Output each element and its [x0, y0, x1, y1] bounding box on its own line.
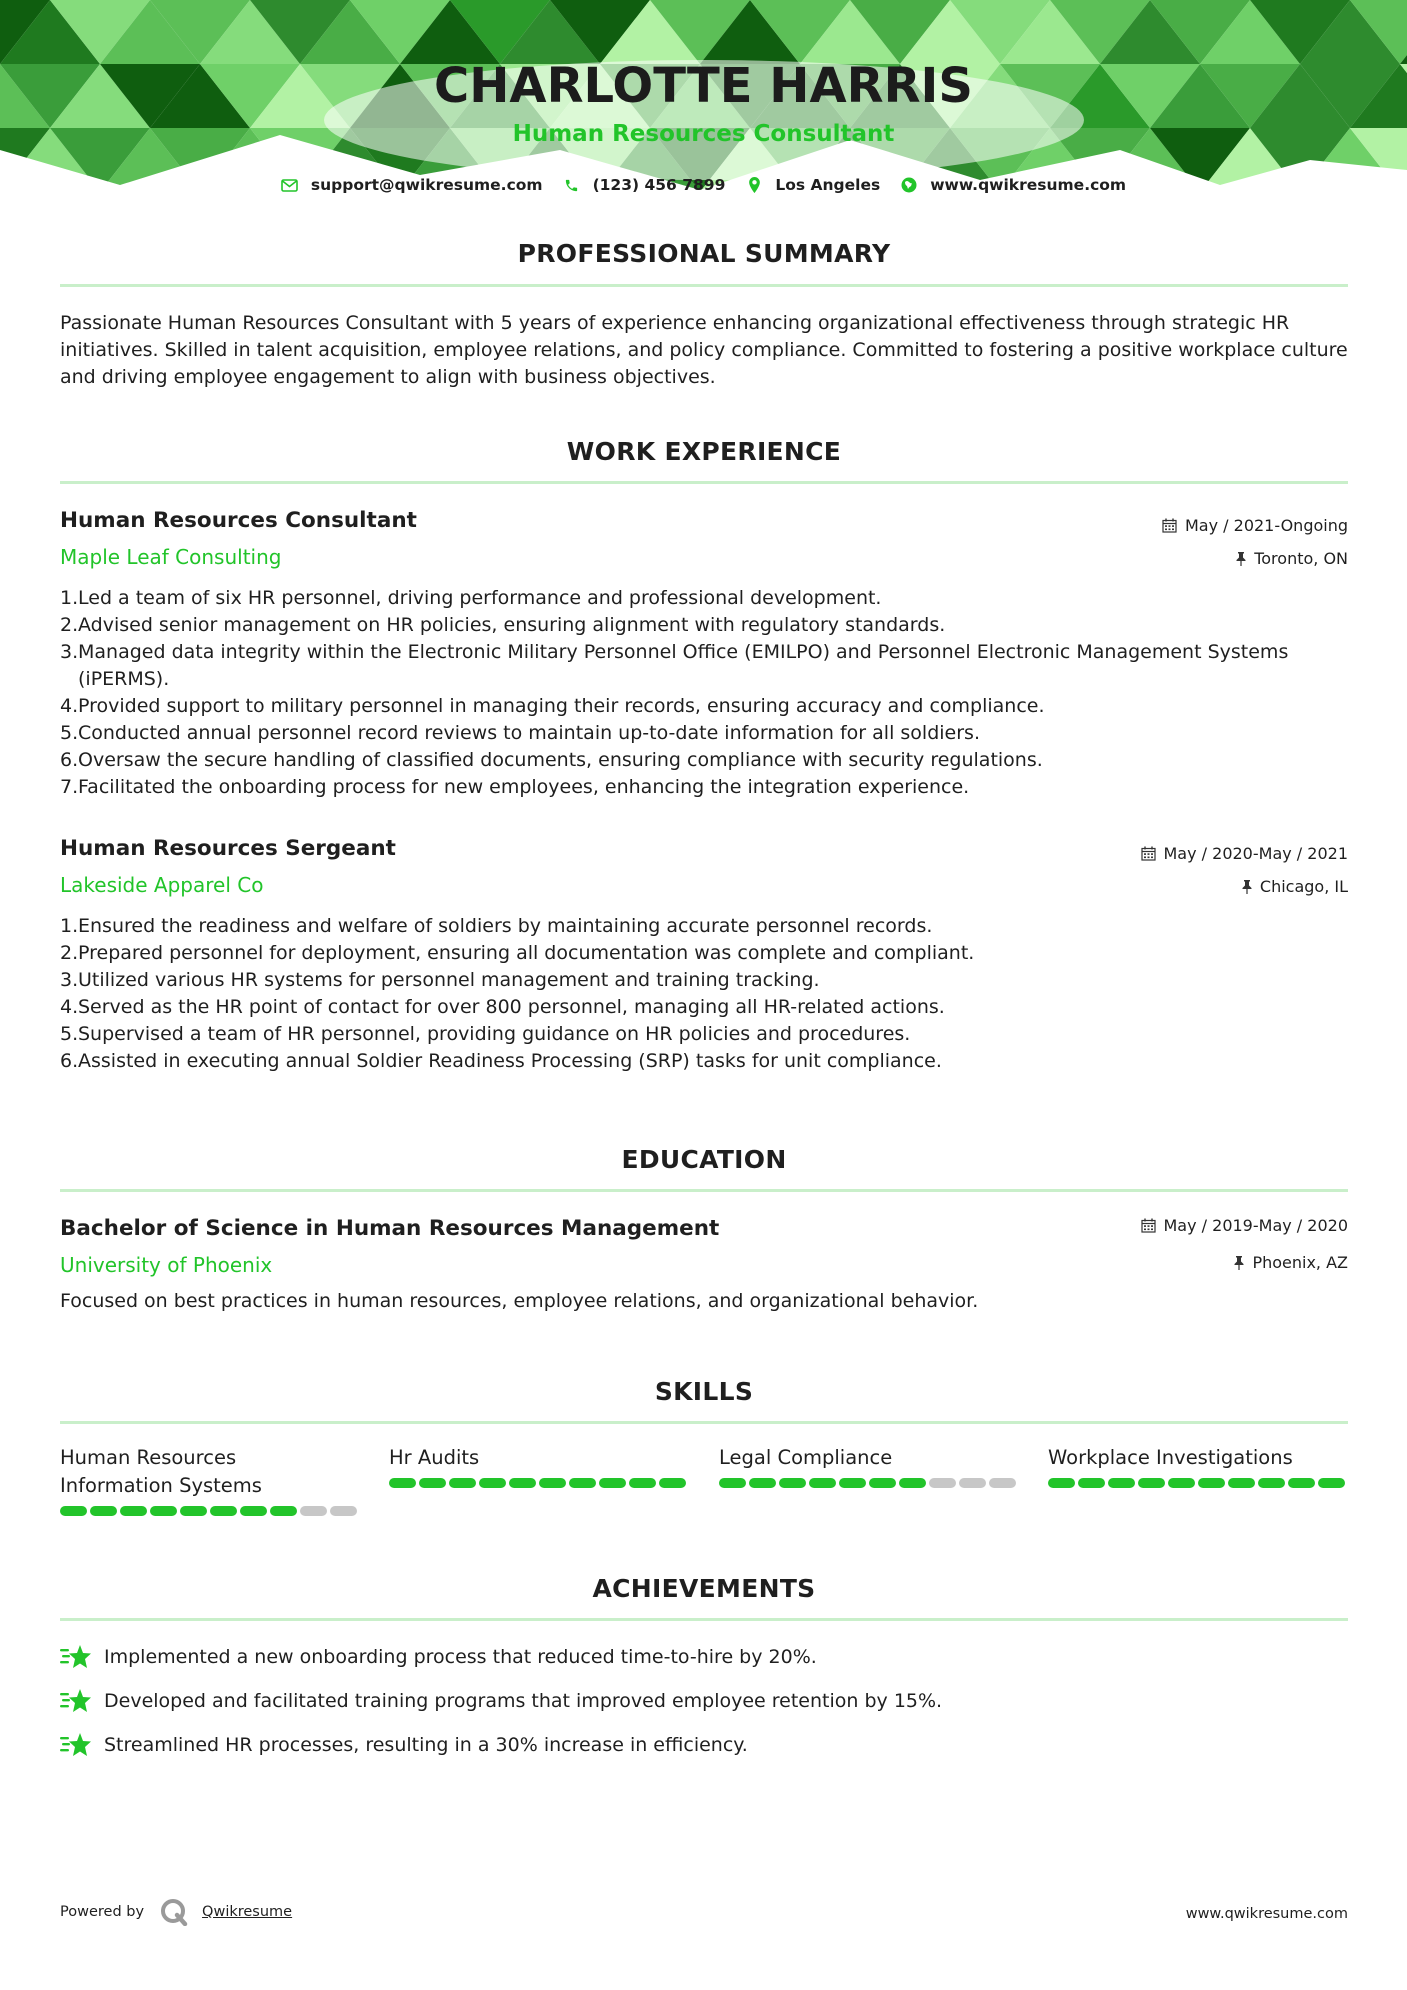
skill-level-segment	[749, 1478, 776, 1488]
education-dates-text: May / 2019-May / 2020	[1163, 1216, 1348, 1235]
skill-item	[389, 1444, 689, 1488]
achievement-item	[60, 1731, 748, 1759]
duty-number: 1.	[60, 587, 79, 609]
duty-item	[60, 720, 1348, 747]
skill-level-segment	[869, 1478, 896, 1488]
experience-section-title: WORK EXPERIENCE	[566, 437, 842, 466]
star-icon	[60, 1731, 92, 1759]
duty-text: Led a team of six HR personnel, driving performance and professional development.	[78, 587, 882, 609]
skill-level-segment	[719, 1478, 746, 1488]
achievements-divider	[60, 1618, 1348, 1621]
skill-level-segment	[509, 1478, 536, 1488]
duty-text: Ensured the readiness and welfare of soldiers by maintaining accurate personnel records.	[78, 915, 933, 937]
skill-level-segment	[1168, 1478, 1195, 1488]
contact-website-text: www.qwikresume.com	[930, 176, 1127, 194]
education-location	[1234, 1253, 1348, 1272]
skill-level-segment	[1078, 1478, 1105, 1488]
skill-level-segment	[809, 1478, 836, 1488]
calendar-icon	[1141, 846, 1156, 861]
job-dates-text: May / 2020-May / 2021	[1163, 844, 1348, 863]
skill-level-segment	[389, 1478, 416, 1488]
duty-text: Facilitated the onboarding process for new employees, enhancing the integration experience.	[78, 776, 970, 798]
skill-level-segment	[959, 1478, 986, 1488]
achievement-text: Streamlined HR processes, resulting in a 30% increase in efficiency.	[104, 1734, 748, 1756]
job-location	[1236, 549, 1348, 568]
skill-item	[60, 1444, 360, 1516]
skill-level-segment	[779, 1478, 806, 1488]
duty-number: 5.	[60, 722, 79, 744]
skill-level-segment	[1288, 1478, 1315, 1488]
candidate-role: Human Resources Consultant	[512, 121, 895, 147]
skill-level-segment	[629, 1478, 656, 1488]
duty-number: 4.	[60, 996, 79, 1018]
education-location-text: Phoenix, AZ	[1252, 1253, 1348, 1272]
duty-number: 2.	[60, 942, 79, 964]
skill-level-segment	[240, 1506, 267, 1516]
duty-item	[60, 774, 1348, 801]
summary-divider	[60, 284, 1348, 287]
job-company: Lakeside Apparel Co	[60, 873, 264, 897]
contact-location-text: Los Angeles	[775, 176, 881, 194]
duty-number: 1.	[60, 915, 79, 937]
achievements-section-title: ACHIEVEMENTS	[592, 1574, 816, 1603]
star-icon	[60, 1687, 92, 1715]
skill-level-bar	[389, 1478, 689, 1488]
duty-text: Assisted in executing annual Soldier Readiness Processing (SRP) tasks for unit compliance.	[78, 1050, 942, 1072]
education-divider	[60, 1189, 1348, 1192]
duty-text: Managed data integrity within the Electronic Military Personnel Office (EMILPO) and Personnel Electronic Management Systems (iPERMS).	[78, 641, 1289, 690]
skill-level-segment	[210, 1506, 237, 1516]
map-pin-icon	[745, 176, 763, 194]
envelope-icon	[281, 176, 299, 194]
duty-item	[60, 1048, 1348, 1075]
skill-name: Workplace Investigations	[1048, 1446, 1293, 1469]
skill-level-segment	[1258, 1478, 1285, 1488]
skill-level-segment	[479, 1478, 506, 1488]
skill-level-segment	[659, 1478, 686, 1488]
skill-item	[719, 1444, 1019, 1488]
skill-level-segment	[150, 1506, 177, 1516]
skill-level-segment	[449, 1478, 476, 1488]
skill-level-segment	[899, 1478, 926, 1488]
duty-text: Served as the HR point of contact for over 800 personnel, managing all HR-related actions.	[78, 996, 945, 1018]
contact-location	[745, 176, 880, 194]
pushpin-icon	[1234, 1256, 1244, 1270]
pushpin-icon	[1242, 880, 1252, 894]
calendar-icon	[1141, 1218, 1156, 1233]
skill-level-bar	[60, 1506, 360, 1516]
skill-level-segment	[839, 1478, 866, 1488]
duty-number: 5.	[60, 1023, 79, 1045]
skill-level-segment	[419, 1478, 446, 1488]
skill-level-segment	[180, 1506, 207, 1516]
skill-level-segment	[60, 1506, 87, 1516]
job-company: Maple Leaf Consulting	[60, 545, 282, 569]
summary-section-title: PROFESSIONAL SUMMARY	[517, 239, 891, 268]
duty-item	[60, 639, 1348, 693]
skill-level-segment	[929, 1478, 956, 1488]
star-icon	[60, 1643, 92, 1671]
skills-section-title: SKILLS	[654, 1377, 754, 1406]
duty-item	[60, 1021, 1348, 1048]
globe-icon	[900, 176, 918, 194]
education-section-title: EDUCATION	[621, 1145, 787, 1174]
duty-item	[60, 913, 1348, 940]
qwikresume-link[interactable]: Qwikresume	[202, 1904, 293, 1920]
skill-level-segment	[569, 1478, 596, 1488]
phone-icon	[563, 176, 581, 194]
footer-powered-by	[60, 1898, 292, 1926]
achievement-item	[60, 1687, 942, 1715]
candidate-name: CHARLOTTE HARRIS	[434, 58, 973, 114]
skill-level-segment	[599, 1478, 626, 1488]
skill-level-segment	[1048, 1478, 1075, 1488]
degree-title: Bachelor of Science in Human Resources Management	[60, 1216, 720, 1241]
skill-level-bar	[1048, 1478, 1348, 1488]
achievement-text: Implemented a new onboarding process that reduced time-to-hire by 20%.	[104, 1646, 817, 1668]
contact-phone[interactable]	[563, 176, 726, 194]
job-dates	[1162, 516, 1348, 535]
job-location	[1242, 877, 1348, 896]
skill-level-segment	[989, 1478, 1016, 1488]
duty-text: Supervised a team of HR personnel, providing guidance on HR policies and procedures.	[78, 1023, 911, 1045]
achievement-text: Developed and facilitated training programs that improved employee retention by 15%.	[104, 1690, 943, 1712]
contact-website[interactable]	[900, 176, 1126, 194]
duty-text: Advised senior management on HR policies, ensuring alignment with regulatory standards.	[78, 614, 946, 636]
skill-name: Legal Compliance	[719, 1446, 893, 1469]
duty-text: Oversaw the secure handling of classified documents, ensuring compliance with security regulations.	[78, 749, 1043, 771]
skill-level-segment	[330, 1506, 357, 1516]
skill-level-segment	[539, 1478, 566, 1488]
job-dates-text: May / 2021-Ongoing	[1185, 516, 1348, 535]
duty-number: 2.	[60, 614, 79, 636]
education-dates	[1141, 1216, 1349, 1235]
school-name: University of Phoenix	[60, 1253, 273, 1277]
duty-text: Prepared personnel for deployment, ensuring all documentation was complete and compliant.	[78, 942, 975, 964]
summary-text: Passionate Human Resources Consultant with 5 years of experience enhancing organizational effectiveness through strategic HR initiatives. Skilled in talent acquisition, employee relations, and policy compliance. Committed to fostering a positive workplace culture and driving employee engagement to align with business objectives.	[60, 312, 1348, 388]
qwikresume-logo-icon	[160, 1898, 188, 1926]
duty-number: 4.	[60, 695, 79, 717]
duty-text: Provided support to military personnel in managing their records, ensuring accuracy and compliance.	[78, 695, 1045, 717]
job-title: Human Resources Consultant	[60, 508, 417, 533]
duty-number: 7.	[60, 776, 79, 798]
skill-level-segment	[1138, 1478, 1165, 1488]
skill-level-segment	[300, 1506, 327, 1516]
education-description: Focused on best practices in human resources, employee relations, and organizational behavior.	[60, 1290, 979, 1312]
skill-name: Hr Audits	[389, 1446, 480, 1469]
duty-number: 6.	[60, 749, 79, 771]
job-location-text: Toronto, ON	[1254, 549, 1348, 568]
skill-level-bar	[719, 1478, 1019, 1488]
contact-email[interactable]	[281, 176, 543, 194]
experience-divider	[60, 481, 1348, 484]
achievement-item	[60, 1643, 817, 1671]
skill-level-segment	[1108, 1478, 1135, 1488]
job-location-text: Chicago, IL	[1259, 877, 1348, 896]
job-duties-list	[60, 585, 1348, 801]
skill-level-segment	[1318, 1478, 1345, 1488]
duty-item	[60, 967, 1348, 994]
skill-item	[1048, 1444, 1348, 1488]
job-title: Human Resources Sergeant	[60, 836, 396, 861]
duty-number: 3.	[60, 969, 79, 991]
duty-item	[60, 994, 1348, 1021]
footer-url[interactable]: www.qwikresume.com	[1185, 1906, 1348, 1922]
skill-level-segment	[120, 1506, 147, 1516]
skills-divider	[60, 1421, 1348, 1424]
duty-text: Utilized various HR systems for personnel management and training tracking.	[78, 969, 820, 991]
skill-level-segment	[1198, 1478, 1225, 1488]
job-duties-list	[60, 913, 1348, 1075]
pushpin-icon	[1236, 552, 1246, 566]
skill-level-segment	[1228, 1478, 1255, 1488]
skill-level-segment	[90, 1506, 117, 1516]
duty-text: Conducted annual personnel record reviews to maintain up-to-date information for all soldiers.	[78, 722, 980, 744]
duty-item	[60, 747, 1348, 774]
duty-item	[60, 585, 1348, 612]
duty-item	[60, 940, 1348, 967]
duty-item	[60, 693, 1348, 720]
duty-number: 6.	[60, 1050, 79, 1072]
contact-bar	[0, 173, 1407, 197]
powered-by-text: Powered by	[60, 1904, 145, 1920]
duty-item	[60, 612, 1348, 639]
calendar-icon	[1162, 518, 1177, 533]
duty-number: 3.	[60, 641, 79, 663]
contact-email-text: support@qwikresume.com	[310, 176, 543, 194]
skill-name: Human Resources Information Systems	[60, 1446, 262, 1497]
contact-phone-text: (123) 456 7899	[592, 176, 726, 194]
skill-level-segment	[270, 1506, 297, 1516]
job-dates	[1141, 844, 1349, 863]
